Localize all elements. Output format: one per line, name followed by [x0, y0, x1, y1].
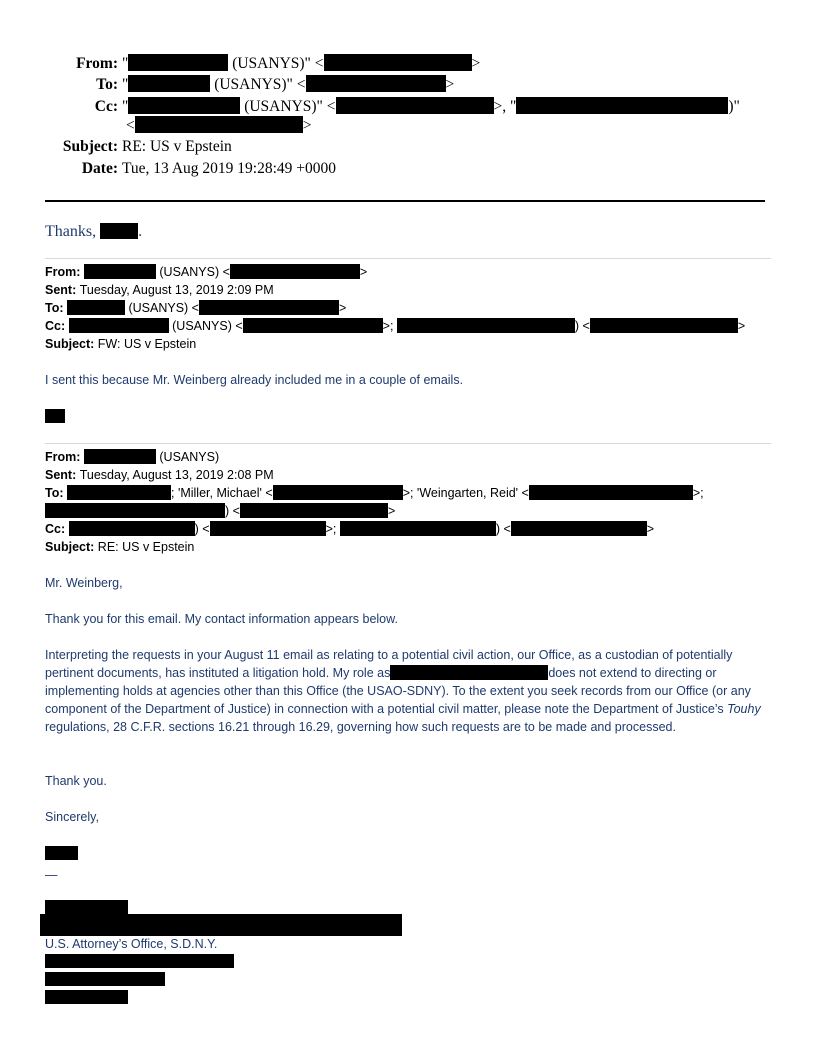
msg2-cc-row: Cc: ) < >; ) < > — [45, 522, 655, 536]
redaction — [67, 300, 125, 315]
msg2-thank-you: Thank you. — [45, 774, 107, 788]
header-to-tag: (USANYS)" — [214, 76, 293, 93]
msg2-paragraph-1: Thank you for this email. My contact information appears below. — [45, 612, 398, 626]
redaction — [84, 264, 156, 279]
message-divider — [45, 443, 771, 444]
reply-thanks: Thanks, . — [45, 223, 143, 240]
redaction — [240, 503, 388, 518]
redaction — [69, 521, 195, 536]
redaction — [128, 75, 210, 92]
header-cc-label: Cc: — [94, 98, 118, 115]
msg1-to-label: To: — [45, 301, 64, 315]
signature-office: U.S. Attorney’s Office, S.D.N.Y. — [45, 937, 218, 951]
redaction — [306, 75, 446, 92]
msg1-from-row: From: (USANYS) < > — [45, 265, 368, 279]
p2-italic: Touhy — [727, 702, 761, 716]
msg2-greeting: Mr. Weinberg, — [45, 576, 123, 590]
msg2-subject-row — [45, 538, 194, 556]
msg2-to-label: To: — [45, 486, 64, 500]
redaction — [40, 914, 402, 936]
header-subject-value: RE: US v Epstein — [122, 138, 232, 155]
redaction — [199, 300, 339, 315]
redaction — [243, 318, 383, 333]
msg1-body: I sent this because Mr. Weinberg already included me in a couple of emails. — [45, 373, 464, 387]
header-subject-label: Subject: — [62, 138, 118, 155]
redaction — [45, 990, 128, 1004]
redaction — [590, 318, 738, 333]
msg2-closing: Sincerely, — [45, 810, 99, 824]
msg2-cc-label: Cc: — [45, 522, 66, 536]
p2-part-a: Interpreting the requests in your August 11 email as relating to a potential civil action, our Office, as a custodian of potentially pertinent documents, has instituted a litigation hold. My role as — [45, 648, 733, 680]
redaction — [45, 954, 234, 968]
msg2-to-row: To: ; 'Miller, Michael' < >; 'Weingarten, Reid' < >; — [45, 486, 704, 500]
header-from-row: From: " (USANYS)" < > — [0, 54, 480, 73]
redaction — [324, 54, 472, 71]
msg2-subject-label: Subject: — [45, 540, 95, 554]
redaction — [516, 97, 728, 114]
msg1-from-tag: (USANYS) < — [159, 265, 230, 279]
msg1-cc-tag: (USANYS) < — [172, 319, 243, 333]
redaction — [210, 521, 326, 536]
signature-dash: — — [45, 868, 58, 882]
redaction — [45, 846, 78, 860]
redaction — [45, 972, 165, 986]
redaction — [45, 900, 128, 914]
msg1-to-tag: (USANYS) < — [128, 301, 199, 315]
header-to-label: To: — [96, 76, 118, 93]
msg1-sent-value: Tuesday, August 13, 2019 2:09 PM — [79, 283, 274, 297]
message-divider — [45, 258, 771, 259]
header-date-value: Tue, 13 Aug 2019 19:28:49 +0000 — [122, 160, 336, 177]
redaction — [69, 318, 169, 333]
msg1-subject-value: FW: US v Epstein — [97, 337, 197, 351]
redaction — [397, 318, 575, 333]
msg2-subject-value: RE: US v Epstein — [97, 540, 195, 554]
header-cc-row-cont: < > — [126, 117, 312, 134]
msg1-sent-row — [45, 281, 274, 299]
redaction — [128, 54, 228, 71]
header-to-row: To: " (USANYS)" < > — [0, 75, 454, 94]
redaction — [529, 485, 693, 500]
msg1-cc-row: Cc: (USANYS) < >; ) < > — [45, 319, 746, 333]
redaction — [100, 223, 138, 239]
thanks-text: Thanks, — [45, 223, 97, 240]
header-date-row — [0, 160, 336, 178]
header-from-tag: (USANYS)" — [232, 55, 311, 72]
p2-part-c: regulations, 28 C.F.R. sections 16.21 through 16.29, governing how such requests are to be made and processed. — [45, 720, 676, 734]
redaction — [135, 116, 303, 133]
msg1-subject-label: Subject: — [45, 337, 95, 351]
redaction — [45, 503, 225, 518]
msg1-to-row: To: (USANYS) < > — [45, 301, 347, 315]
redaction — [511, 521, 647, 536]
header-cc-tag: (USANYS)" — [244, 98, 323, 115]
msg2-to-row-cont: ) < > — [45, 502, 395, 520]
msg2-paragraph-2 — [45, 646, 771, 736]
header-cc-row: Cc: " (USANYS)" < >, " )" — [0, 97, 740, 116]
p2-part-b: does not extend to directing or implementing holds at agencies other than this Office (the USAO-SDNY). To the extent you seek records from our Office (or any component of the Department of Justice) in connection with a potential civil matter, please note the Department of Justice’s — [45, 666, 751, 716]
msg1-from-label: From: — [45, 265, 81, 279]
msg2-sent-row — [45, 466, 274, 484]
msg2-from-label: From: — [45, 450, 81, 464]
redaction — [336, 97, 494, 114]
redaction — [390, 665, 548, 680]
msg2-from-tag: (USANYS) — [159, 450, 220, 464]
redaction — [230, 264, 360, 279]
msg1-sent-label: Sent: — [45, 283, 77, 297]
header-subject-row — [0, 138, 232, 156]
msg2-sent-label: Sent: — [45, 468, 77, 482]
header-from-label: From: — [76, 55, 118, 72]
header-date-label: Date: — [81, 160, 118, 177]
msg2-to-weingarten: >; 'Weingarten, Reid' < — [402, 486, 529, 500]
redaction — [273, 485, 403, 500]
msg1-cc-label: Cc: — [45, 319, 66, 333]
redaction — [84, 449, 156, 464]
msg2-to-miller: ; 'Miller, Michael' < — [171, 486, 273, 500]
msg1-subject-row — [45, 335, 196, 353]
redaction — [45, 409, 65, 423]
msg2-sent-value: Tuesday, August 13, 2019 2:08 PM — [79, 468, 274, 482]
redaction — [67, 485, 171, 500]
msg2-from-row — [45, 448, 219, 466]
header-divider — [45, 200, 765, 202]
redaction — [128, 97, 240, 114]
redaction — [340, 521, 496, 536]
